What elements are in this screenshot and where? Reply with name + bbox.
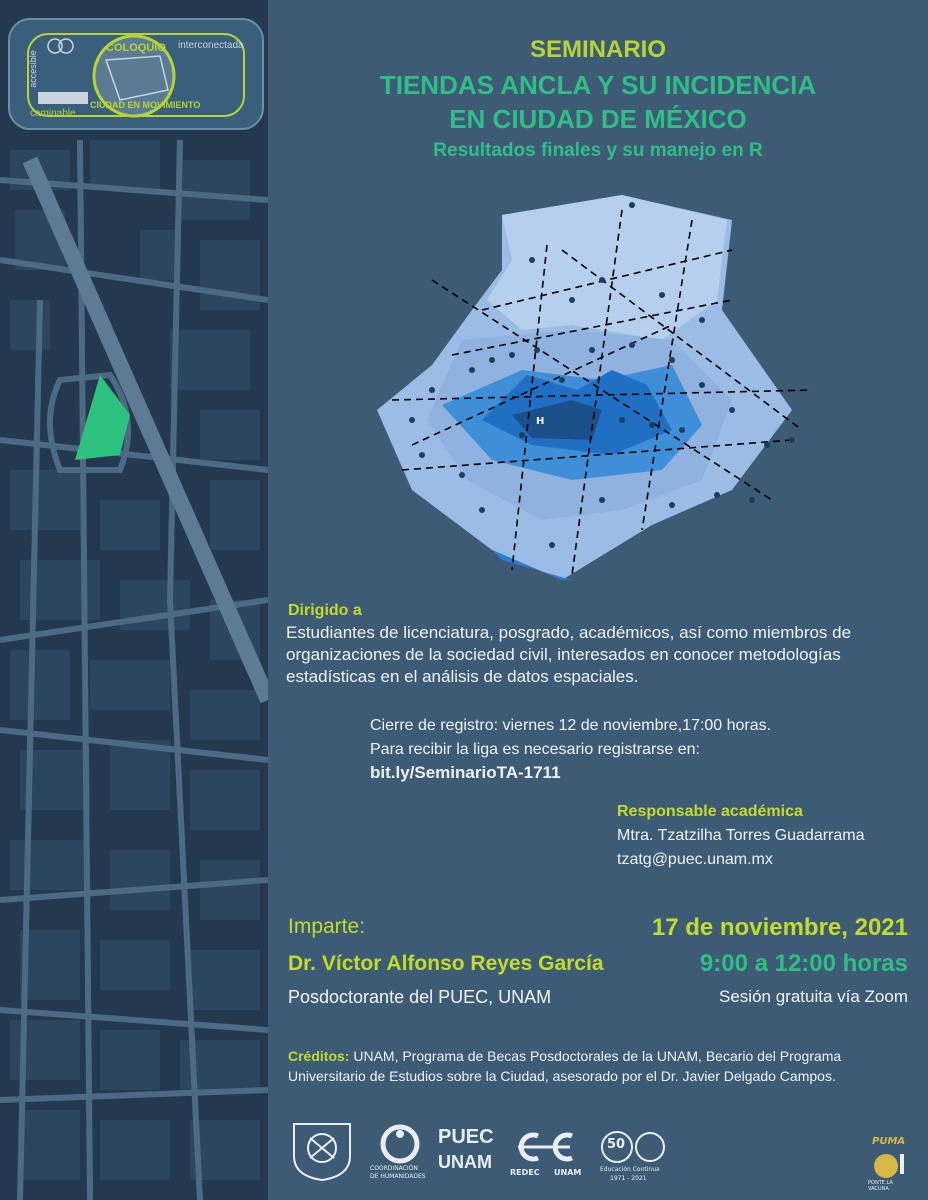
badge-word-caminable: caminable <box>30 108 76 119</box>
puma-mascot-icon <box>870 1150 910 1180</box>
redec-unam-text: UNAM <box>554 1168 582 1177</box>
puec-bottom-text: UNAM <box>438 1152 492 1172</box>
coloquio-badge-logo <box>8 18 264 130</box>
registro-instruccion: Para recibir la liga es necesario registrarse en: <box>370 741 700 758</box>
anniversary-logo <box>600 1130 670 1186</box>
coordinacion-humanidades-logo <box>370 1124 430 1184</box>
responsable-name: Mtra. Tzatzilha Torres Guadarrama <box>617 827 865 844</box>
anniversary-years: 1971 - 2021 <box>610 1175 647 1182</box>
anniversary-number: 50 <box>607 1137 626 1152</box>
imparte-role: Posdoctorante del PUEC, UNAM <box>288 987 552 1007</box>
spatial-map-illustration <box>372 190 832 590</box>
dirigido-line-3: estadísticas en el análisis de datos espaciales. <box>286 667 639 686</box>
coordinacion-text-2: DE HUMANIDADES <box>370 1173 426 1180</box>
creditos-label: Créditos: <box>288 1048 350 1064</box>
map-label-h: H <box>536 416 545 427</box>
responsable-email[interactable]: tzatg@puec.unam.mx <box>617 851 773 868</box>
dirigido-line-1: Estudiantes de licenciatura, posgrado, académicos, así como miembros de <box>286 623 852 642</box>
registro-link[interactable]: bit.ly/SeminarioTA-1711 <box>370 763 561 782</box>
responsable-heading: Responsable académica <box>617 803 803 820</box>
badge-word-accesible: accesible <box>27 50 38 88</box>
redec-emblem-icon <box>508 1132 580 1162</box>
puec-top-text: PUEC <box>438 1126 494 1148</box>
title-line-2: TIENDAS ANCLA Y SU INCIDENCIA <box>379 70 817 100</box>
main-content <box>268 0 928 1200</box>
unam-shield-icon <box>290 1116 354 1182</box>
registro-cierre: Cierre de registro: viernes 12 de noviembre,17:00 horas. <box>370 717 772 734</box>
imparte-name: Dr. Víctor Alfonso Reyes García <box>288 952 604 975</box>
dirigido-line-2: organizaciones de la sociedad civil, interesados en conocer metodologías <box>286 645 841 664</box>
badge-ring-bottom: CIUDAD EN MOVIMIENTO <box>90 100 201 110</box>
dirigido-heading: Dirigido a <box>288 602 362 619</box>
puma-text: PUMA <box>872 1136 906 1147</box>
redec-text: REDEC <box>510 1168 540 1177</box>
imparte-label: Imparte: <box>288 915 366 938</box>
event-date: 17 de noviembre, 2021 <box>651 914 908 941</box>
event-session: Sesión gratuita vía Zoom <box>719 987 908 1006</box>
city-map-panel <box>0 0 268 1200</box>
anniversary-text: Educación Continua <box>600 1166 660 1173</box>
title-seminario: SEMINARIO <box>529 36 666 63</box>
creditos-line-1 <box>288 1046 841 1066</box>
creditos-text-1: UNAM, Programa de Becas Posdoctorales de la UNAM, Becario del Programa <box>349 1048 842 1064</box>
puma-vacuna-logo <box>868 1136 914 1192</box>
coordinacion-text-1: COORDINACIÓN <box>370 1165 418 1172</box>
badge-ring-top: COLOQUIO <box>106 42 166 54</box>
city-street-map <box>0 0 268 1200</box>
humanidades-emblem-icon <box>370 1124 430 1164</box>
title-line-3: EN CIUDAD DE MÉXICO <box>449 104 747 134</box>
redec-logo <box>508 1132 580 1182</box>
event-time: 9:00 a 12:00 horas <box>699 950 908 977</box>
badge-word-interconectada: interconectada <box>178 40 244 51</box>
subtitle: Resultados finales y su manejo en R <box>433 140 763 161</box>
unam-logo <box>290 1116 354 1182</box>
puma-sub-text: PONTE LA VACUNA <box>868 1180 893 1192</box>
puec-logo <box>438 1126 494 1182</box>
creditos-line-2: Universitario de Estudios sobre la Ciudad, asesorado por el Dr. Javier Delgado Campos. <box>288 1068 836 1084</box>
